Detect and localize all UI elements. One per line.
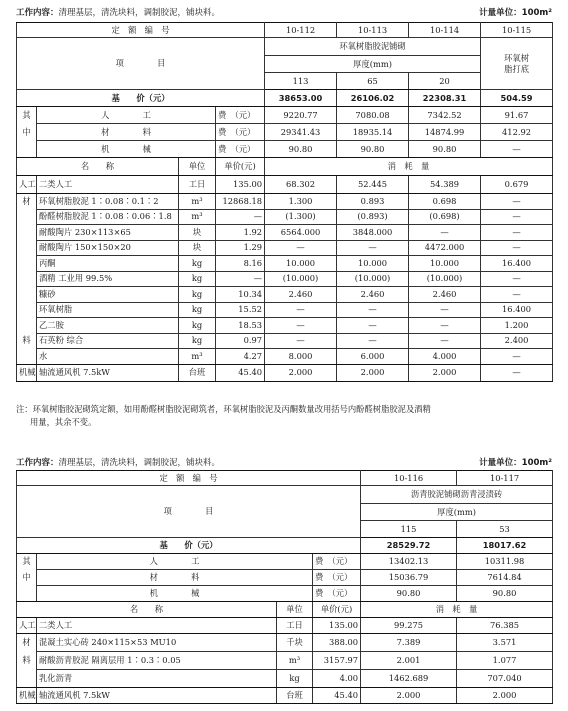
- consume-value: 16.400: [481, 302, 553, 318]
- category-material-top: 材: [17, 194, 37, 210]
- cost-value: 10311.98: [457, 554, 553, 570]
- resource-name: 轴流通风机 7.5kW: [37, 364, 179, 381]
- qi-label: 其: [17, 554, 37, 570]
- resource-unit: kg: [179, 302, 216, 318]
- consume-value: (0.698): [409, 209, 481, 225]
- category-material-top: 材: [17, 634, 37, 652]
- cost-value: —: [481, 141, 553, 158]
- cost-name: 材 料: [37, 570, 313, 586]
- category-machine: 机械: [17, 688, 37, 704]
- resource-unit: kg: [179, 271, 216, 287]
- consume-value: 2.000: [457, 688, 553, 704]
- thickness-value: 20: [409, 73, 481, 90]
- base-price: 28529.72: [361, 538, 457, 554]
- resource-price: 4.00: [313, 670, 361, 688]
- consume-head: 消 耗 量: [361, 602, 553, 618]
- name-head: 名 称: [17, 602, 277, 618]
- consume-value: 2.460: [265, 287, 337, 303]
- cost-value: 15036.79: [361, 570, 457, 586]
- resource-name: 环氧树脂胶泥 1∶0.08∶0.1∶2: [37, 194, 179, 210]
- resource-price: —: [216, 209, 265, 225]
- consume-value: —: [481, 349, 553, 365]
- consume-value: 2.000: [265, 364, 337, 381]
- consume-value: 3848.000: [337, 225, 409, 241]
- cost-value: 18935.14: [337, 124, 409, 141]
- resource-price: 18.53: [216, 318, 265, 334]
- quota-number-label: 定 额 编 号: [17, 23, 265, 38]
- resource-unit: kg: [277, 670, 313, 688]
- group-head: 环氧树脂胶泥铺砌: [265, 38, 481, 56]
- consume-value: 2.001: [361, 652, 457, 670]
- name-head: 名 称: [17, 158, 179, 176]
- resource-price: 388.00: [313, 634, 361, 652]
- cost-value: 7080.08: [337, 107, 409, 124]
- cost-value: 29341.43: [265, 124, 337, 141]
- category-labor: 人工: [17, 176, 37, 194]
- consume-value: 1.300: [265, 194, 337, 210]
- consume-value: (10.000): [265, 271, 337, 287]
- resource-unit: kg: [179, 333, 216, 349]
- resource-name: 轴流通风机 7.5kW: [37, 688, 277, 704]
- resource-name: 酒精 工业用 99.5%: [37, 271, 179, 287]
- item-label: 项 目: [17, 486, 361, 538]
- consume-value: 2.460: [337, 287, 409, 303]
- consume-value: 707.040: [457, 670, 553, 688]
- cost-value: 91.67: [481, 107, 553, 124]
- consume-value: 0.698: [409, 194, 481, 210]
- quota-number-label: 定 额 编 号: [17, 471, 361, 486]
- cost-name: 人 工: [37, 554, 313, 570]
- zhong-label: 中: [17, 124, 37, 141]
- resource-unit: 台班: [179, 364, 216, 381]
- measure-unit: 计量单位：100m²: [479, 458, 552, 468]
- consume-value: 2.460: [409, 287, 481, 303]
- consume-value: —: [265, 302, 337, 318]
- note-line: 注：环氧树脂胶泥砌筑定额，如用酚醛树脂胶泥砌筑者，环氧树脂胶泥及丙酮数量改用括号内酚醛树脂胶泥及酒精: [16, 404, 431, 414]
- resource-unit: m³: [179, 194, 216, 210]
- consume-value: —: [409, 318, 481, 334]
- base-price: 504.59: [481, 90, 553, 107]
- consume-value: —: [265, 333, 337, 349]
- cost-value: 412.92: [481, 124, 553, 141]
- resource-price: 1.29: [216, 240, 265, 256]
- cost-fee: 费 （元）: [216, 107, 265, 124]
- consume-value: 4.000: [409, 349, 481, 365]
- quota-code: 10-116: [361, 471, 457, 486]
- consume-value: 10.000: [265, 256, 337, 272]
- consume-value: —: [481, 364, 553, 381]
- resource-price: 15.52: [216, 302, 265, 318]
- resource-unit: 块: [179, 225, 216, 241]
- consume-value: 1.077: [457, 652, 553, 670]
- group-head: 沥青胶泥铺砌沥青浸渍砖: [361, 486, 553, 504]
- consume-value: —: [481, 240, 553, 256]
- thickness-value: 113: [265, 73, 337, 90]
- resource-name: 二类人工: [37, 176, 179, 194]
- cost-value: 90.80: [265, 141, 337, 158]
- cost-name: 机 械: [37, 586, 313, 602]
- quota-table-2: [16, 470, 553, 704]
- resource-name: 乳化沥青: [37, 670, 277, 688]
- consume-value: 52.445: [337, 176, 409, 194]
- resource-price: 45.40: [313, 688, 361, 704]
- consume-value: 2.000: [409, 364, 481, 381]
- base-price-label: 基 价（元）: [17, 90, 265, 107]
- zhong-label: 中: [17, 570, 37, 586]
- resource-price: 10.34: [216, 287, 265, 303]
- resource-name: 糠砂: [37, 287, 179, 303]
- base-price: 18017.62: [457, 538, 553, 554]
- consume-value: —: [337, 333, 409, 349]
- quota-table-1: [16, 22, 553, 382]
- table1-header: [16, 6, 552, 20]
- consume-value: 8.000: [265, 349, 337, 365]
- cost-fee: 费 （元）: [313, 586, 361, 602]
- quota-code: 10-115: [481, 23, 553, 38]
- consume-value: (10.000): [409, 271, 481, 287]
- unit-head: 单位: [277, 602, 313, 618]
- resource-name: 二类人工: [37, 618, 277, 634]
- cost-fee: 费 （元）: [216, 141, 265, 158]
- measure-unit: 计量单位：100m²: [479, 8, 552, 18]
- base-price: 38653.00: [265, 90, 337, 107]
- resource-name: 混凝土实心砖 240×115×53 MU10: [37, 634, 277, 652]
- consume-value: 10.000: [337, 256, 409, 272]
- category-material-bottom: 料: [17, 652, 37, 670]
- category-machine: 机械: [17, 364, 37, 381]
- consume-value: 2.000: [337, 364, 409, 381]
- consume-value: —: [337, 240, 409, 256]
- cost-fee: 费 （元）: [313, 570, 361, 586]
- consume-value: 16.400: [481, 256, 553, 272]
- table1-note: [16, 403, 552, 429]
- cost-name: 人 工: [37, 107, 216, 124]
- resource-name: 耐酸沥青胶泥 隔离层用 1∶0.3∶0.05: [37, 652, 277, 670]
- resource-price: 1.92: [216, 225, 265, 241]
- resource-unit: m³: [277, 652, 313, 670]
- consume-value: —: [481, 209, 553, 225]
- resource-price: 135.00: [216, 176, 265, 194]
- consume-value: —: [481, 287, 553, 303]
- resource-unit: m³: [179, 349, 216, 365]
- base-price: 26106.02: [337, 90, 409, 107]
- thickness-label: 厚度(mm): [361, 504, 553, 521]
- resource-name: 石英粉 综合: [37, 333, 179, 349]
- price-head: 单价(元): [313, 602, 361, 618]
- cost-name: 材 料: [37, 124, 216, 141]
- resource-price: 8.16: [216, 256, 265, 272]
- resource-price: 45.40: [216, 364, 265, 381]
- consume-value: 76.385: [457, 618, 553, 634]
- resource-unit: kg: [179, 287, 216, 303]
- resource-name: 水: [37, 349, 179, 365]
- resource-price: 0.97: [216, 333, 265, 349]
- cost-fee: 费 （元）: [216, 124, 265, 141]
- cost-value: 9220.77: [265, 107, 337, 124]
- consume-value: (1.300): [265, 209, 337, 225]
- consume-value: 99.275: [361, 618, 457, 634]
- cost-value: 90.80: [457, 586, 553, 602]
- resource-price: 12868.18: [216, 194, 265, 210]
- consume-value: (0.893): [337, 209, 409, 225]
- consume-value: —: [409, 302, 481, 318]
- resource-name: 丙酮: [37, 256, 179, 272]
- resource-price: —: [216, 271, 265, 287]
- thickness-value: 65: [337, 73, 409, 90]
- consume-value: 6564.000: [265, 225, 337, 241]
- consume-value: 68.302: [265, 176, 337, 194]
- resource-unit: kg: [179, 318, 216, 334]
- note-line: 用量，其余不变。: [30, 417, 97, 427]
- resource-unit: kg: [179, 256, 216, 272]
- quota-code: 10-113: [337, 23, 409, 38]
- work-content: 工作内容：清理基层，清洗块料，调制胶泥，铺块料。: [16, 458, 221, 468]
- consume-value: —: [481, 194, 553, 210]
- unit-head: 单位: [179, 158, 216, 176]
- consume-value: —: [481, 271, 553, 287]
- consume-value: —: [265, 240, 337, 256]
- consume-value: —: [265, 318, 337, 334]
- resource-price: 3157.97: [313, 652, 361, 670]
- consume-value: 0.679: [481, 176, 553, 194]
- consume-value: 2.000: [361, 688, 457, 704]
- consume-value: 4472.000: [409, 240, 481, 256]
- quota-code: 10-117: [457, 471, 553, 486]
- resource-unit: 块: [179, 240, 216, 256]
- consume-value: —: [409, 333, 481, 349]
- consume-value: 6.000: [337, 349, 409, 365]
- cost-value: 90.80: [409, 141, 481, 158]
- last-head: 环氧树脂打底: [481, 38, 553, 90]
- resource-price: 4.27: [216, 349, 265, 365]
- quota-code: 10-112: [265, 23, 337, 38]
- resource-price: 135.00: [313, 618, 361, 634]
- resource-name: 耐酸陶片 230×113×65: [37, 225, 179, 241]
- resource-unit: 工日: [179, 176, 216, 194]
- category-labor: 人工: [17, 618, 37, 634]
- cost-value: 7614.84: [457, 570, 553, 586]
- thickness-label: 厚度(mm): [265, 56, 481, 73]
- base-price-label: 基 价（元）: [17, 538, 361, 554]
- base-price: 22308.31: [409, 90, 481, 107]
- consume-value: —: [337, 318, 409, 334]
- consume-value: 10.000: [409, 256, 481, 272]
- resource-unit: m³: [179, 209, 216, 225]
- consume-value: —: [481, 225, 553, 241]
- consume-value: 1.200: [481, 318, 553, 334]
- thickness-value: 53: [457, 521, 553, 538]
- consume-value: 0.893: [337, 194, 409, 210]
- cost-value: 14874.99: [409, 124, 481, 141]
- cost-value: 90.80: [337, 141, 409, 158]
- resource-name: 环氧树脂: [37, 302, 179, 318]
- consume-value: (10.000): [337, 271, 409, 287]
- resource-unit: 工日: [277, 618, 313, 634]
- consume-value: —: [337, 302, 409, 318]
- consume-value: —: [409, 225, 481, 241]
- consume-head: 消 耗 量: [265, 158, 553, 176]
- cost-value: 13402.13: [361, 554, 457, 570]
- consume-value: 2.400: [481, 333, 553, 349]
- resource-unit: 千块: [277, 634, 313, 652]
- table2-header: [16, 456, 552, 470]
- price-head: 单价(元): [216, 158, 265, 176]
- cost-name: 机 械: [37, 141, 216, 158]
- qi-label: 其: [17, 107, 37, 124]
- consume-value: 1462.689: [361, 670, 457, 688]
- resource-name: 酚醛树脂胶泥 1∶0.08∶0.06∶1.8: [37, 209, 179, 225]
- thickness-value: 115: [361, 521, 457, 538]
- resource-name: 耐酸陶片 150×150×20: [37, 240, 179, 256]
- consume-value: 7.389: [361, 634, 457, 652]
- cost-value: 90.80: [361, 586, 457, 602]
- resource-name: 乙二胺: [37, 318, 179, 334]
- consume-value: 54.389: [409, 176, 481, 194]
- work-content: 工作内容：清理基层，清洗块料，调制胶泥，铺块料。: [16, 8, 221, 18]
- category-material-bottom: 料: [17, 333, 37, 349]
- cost-fee: 费 （元）: [313, 554, 361, 570]
- consume-value: 3.571: [457, 634, 553, 652]
- resource-unit: 台班: [277, 688, 313, 704]
- item-label: 项 目: [17, 38, 265, 90]
- quota-code: 10-114: [409, 23, 481, 38]
- cost-value: 7342.52: [409, 107, 481, 124]
